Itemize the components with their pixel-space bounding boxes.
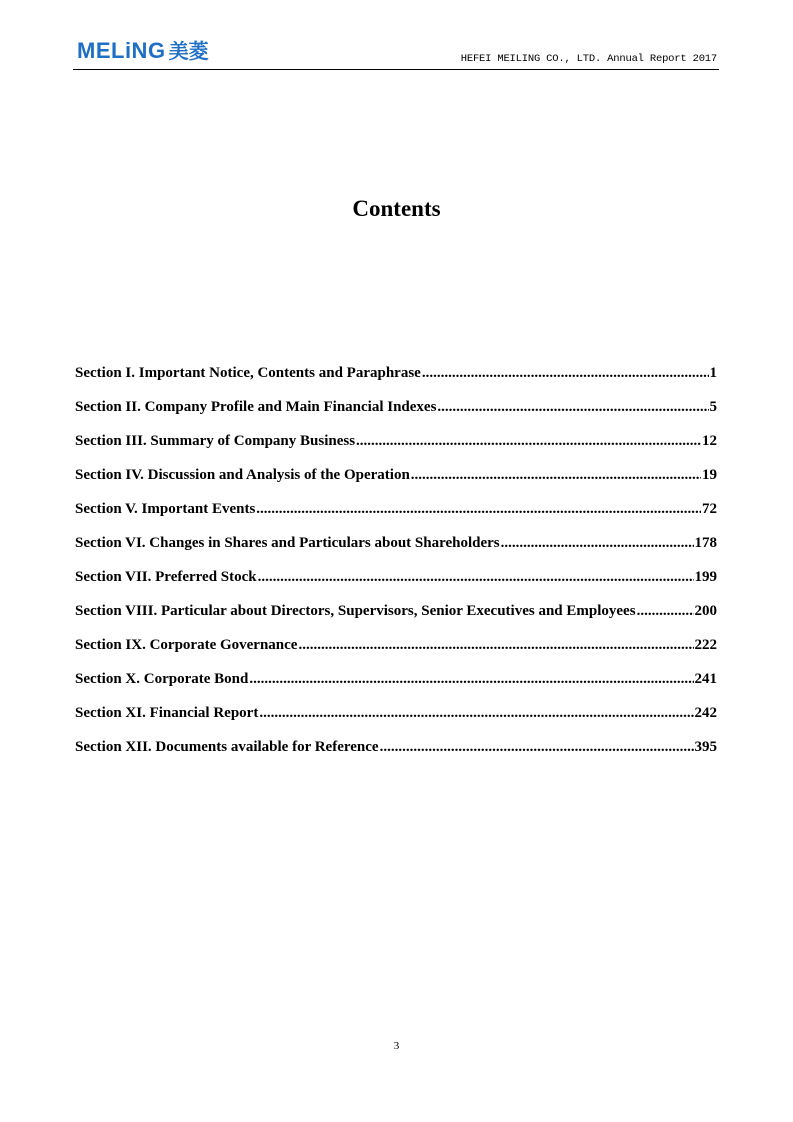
toc-entry-section-8[interactable] (75, 600, 717, 634)
table-of-contents (75, 362, 717, 770)
toc-entry-section-4[interactable] (75, 464, 717, 498)
toc-entry-page: 12 (702, 433, 717, 449)
toc-leader-dots (249, 668, 693, 690)
toc-entry-page: 200 (694, 603, 717, 619)
toc-entry-section-2[interactable] (75, 396, 717, 430)
toc-leader-dots (258, 566, 694, 588)
toc-entry-label: Section II. Company Profile and Main Financial Indexes (75, 399, 437, 415)
toc-entry-label: Section I. Important Notice, Contents and Paraphrase (75, 365, 421, 381)
toc-entry-page: 19 (702, 467, 717, 483)
logo-text: MELiNG (77, 38, 166, 63)
toc-entry-section-7[interactable] (75, 566, 717, 600)
toc-entry-label: Section IX. Corporate Governance (75, 637, 298, 653)
toc-entry-section-6[interactable] (75, 532, 717, 566)
toc-entry-section-12[interactable] (75, 736, 717, 770)
logo-chinese-text: 美菱 (168, 39, 209, 63)
toc-leader-dots (298, 634, 693, 656)
toc-leader-dots (411, 464, 701, 486)
toc-entry-label: Section VII. Preferred Stock (75, 569, 257, 585)
page-number: 3 (393, 1040, 400, 1052)
toc-entry-page: 5 (709, 399, 717, 415)
toc-entry-page: 222 (694, 637, 717, 653)
toc-entry-label: Section VI. Changes in Shares and Particulars about Shareholders (75, 535, 500, 551)
toc-leader-dots (259, 702, 693, 724)
toc-entry-label: Section IV. Discussion and Analysis of the Operation (75, 467, 410, 483)
toc-entry-section-9[interactable] (75, 634, 717, 668)
page-title: Contents (352, 196, 441, 221)
toc-leader-dots (501, 532, 694, 554)
toc-leader-dots (637, 600, 694, 622)
toc-entry-page: 178 (694, 535, 717, 551)
toc-leader-dots (380, 736, 694, 758)
toc-entry-page: 242 (694, 705, 717, 721)
toc-entry-section-5[interactable] (75, 498, 717, 532)
toc-entry-page: 72 (702, 501, 717, 517)
toc-entry-label: Section III. Summary of Company Business (75, 433, 356, 449)
toc-leader-dots (356, 430, 701, 452)
toc-entry-page: 199 (694, 569, 717, 585)
header-divider (73, 69, 719, 70)
toc-leader-dots (437, 396, 708, 418)
toc-entry-section-11[interactable] (75, 702, 717, 736)
toc-leader-dots (422, 362, 709, 384)
toc-entry-label: Section XI. Financial Report (75, 705, 259, 721)
report-header-title: HEFEI MEILING CO., LTD. Annual Report 2017 (460, 53, 717, 65)
toc-entry-page: 241 (694, 671, 717, 687)
toc-entry-label: Section X. Corporate Bond (75, 671, 249, 687)
toc-entry-section-10[interactable] (75, 668, 717, 702)
toc-entry-label: Section XII. Documents available for Reference (75, 739, 379, 755)
toc-entry-section-1[interactable] (75, 362, 717, 396)
toc-leader-dots (256, 498, 701, 520)
company-logo (77, 38, 209, 64)
toc-entry-section-3[interactable] (75, 430, 717, 464)
toc-entry-page: 1 (709, 365, 717, 381)
toc-entry-label: Section VIII. Particular about Directors, Supervisors, Senior Executives and Employees (75, 603, 636, 619)
toc-entry-label: Section V. Important Events (75, 501, 256, 517)
toc-entry-page: 395 (694, 739, 717, 755)
